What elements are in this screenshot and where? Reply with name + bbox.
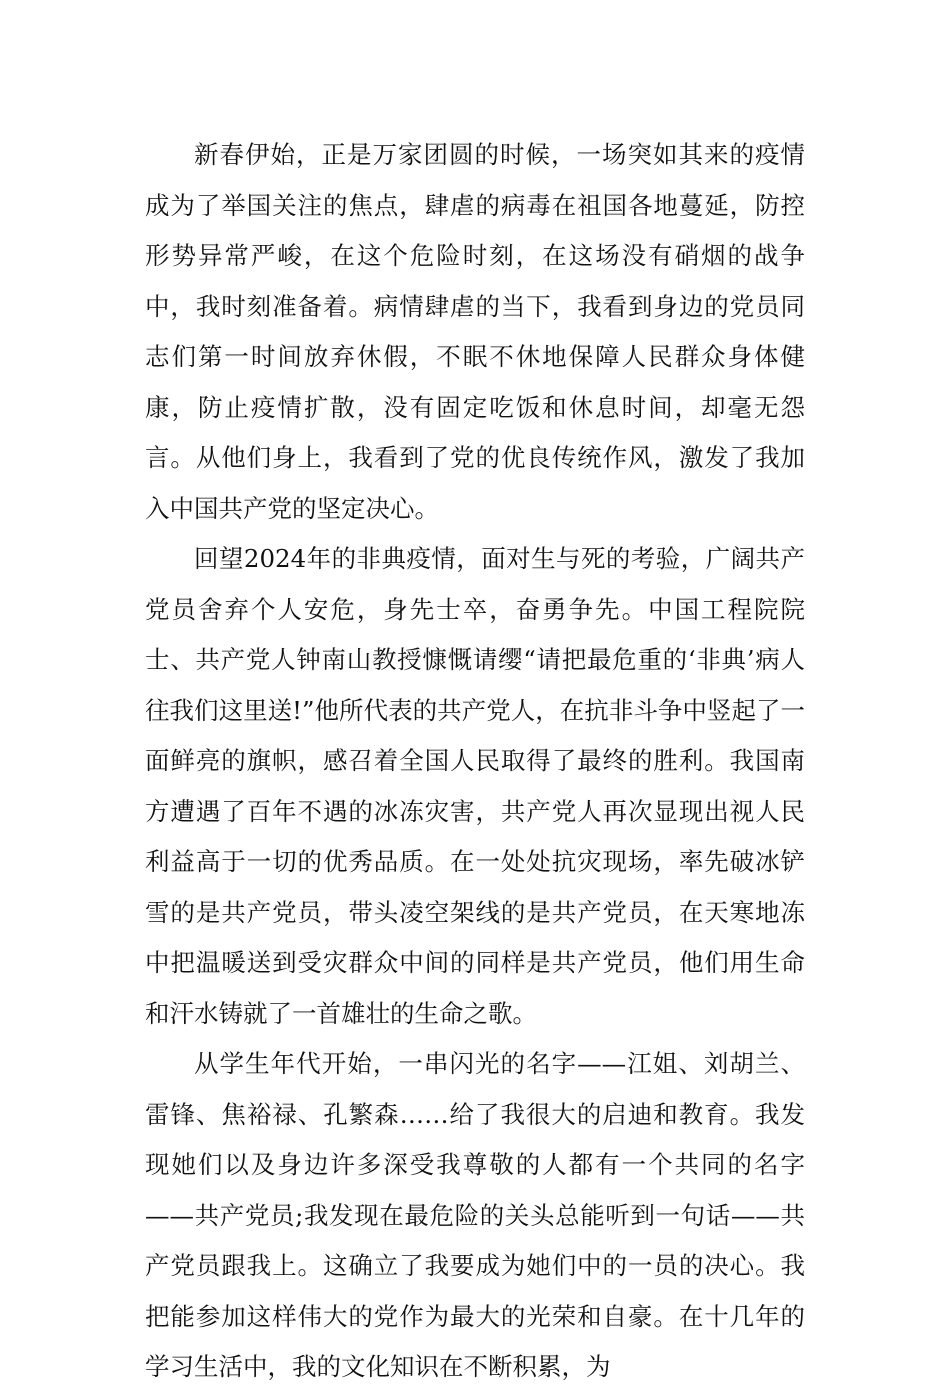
body-text [145, 130, 805, 1393]
paragraph-3: 从学生年代开始，一串闪光的名字——江姐、刘胡兰、雷锋、焦裕禄、孔繁森……给了我很大的启迪和教育。我发现她们以及身边许多深受我尊敬的人都有一个共同的名字——共产党员;我发现在最危险的关头总能听到一句话——共产党员跟我上。这确立了我要成为她们中的一员的决心。我把能参加这样伟大的党作为最大的光荣和自豪。在十几年的学习生活中，我的文化知识在不断积累，为 [145, 1049, 805, 1381]
paragraph-2: 回望2024年的非典疫情，面对生与死的考验，广阔共产党员舍弃个人安危，身先士卒，奋勇争先。中国工程院院士、共产党人钟南山教授慷慨请缨“请把最危重的‘非典’病人往我们这里送!”他所代表的共产党人，在抗非斗争中竖起了一面鲜亮的旗帜，感召着全国人民取得了最终的胜利。我国南方遭遇了百年不遇的冰冻灾害，共产党人再次显现出视人民利益高于一切的优秀品质。在一处处抗灾现场，率先破冰铲雪的是共产党员，带头凌空架线的是共产党员，在天寒地冻中把温暖送到受灾群众中间的同样是共产党员，他们用生命和汗水铸就了一首雄壮的生命之歌。 [145, 544, 805, 1028]
paragraph-1: 新春伊始，正是万家团圆的时候，一场突如其来的疫情成为了举国关注的焦点，肆虐的病毒在祖国各地蔓延，防控形势异常严峻，在这个危险时刻，在这场没有硝烟的战争中，我时刻准备着。病情肆虐的当下，我看到身边的党员同志们第一时间放弃休假，不眠不休地保障人民群众身体健康，防止疫情扩散，没有固定吃饭和休息时间，却毫无怨言。从他们身上，我看到了党的优良传统作风，激发了我加入中国共产党的坚定决心。 [145, 140, 805, 523]
